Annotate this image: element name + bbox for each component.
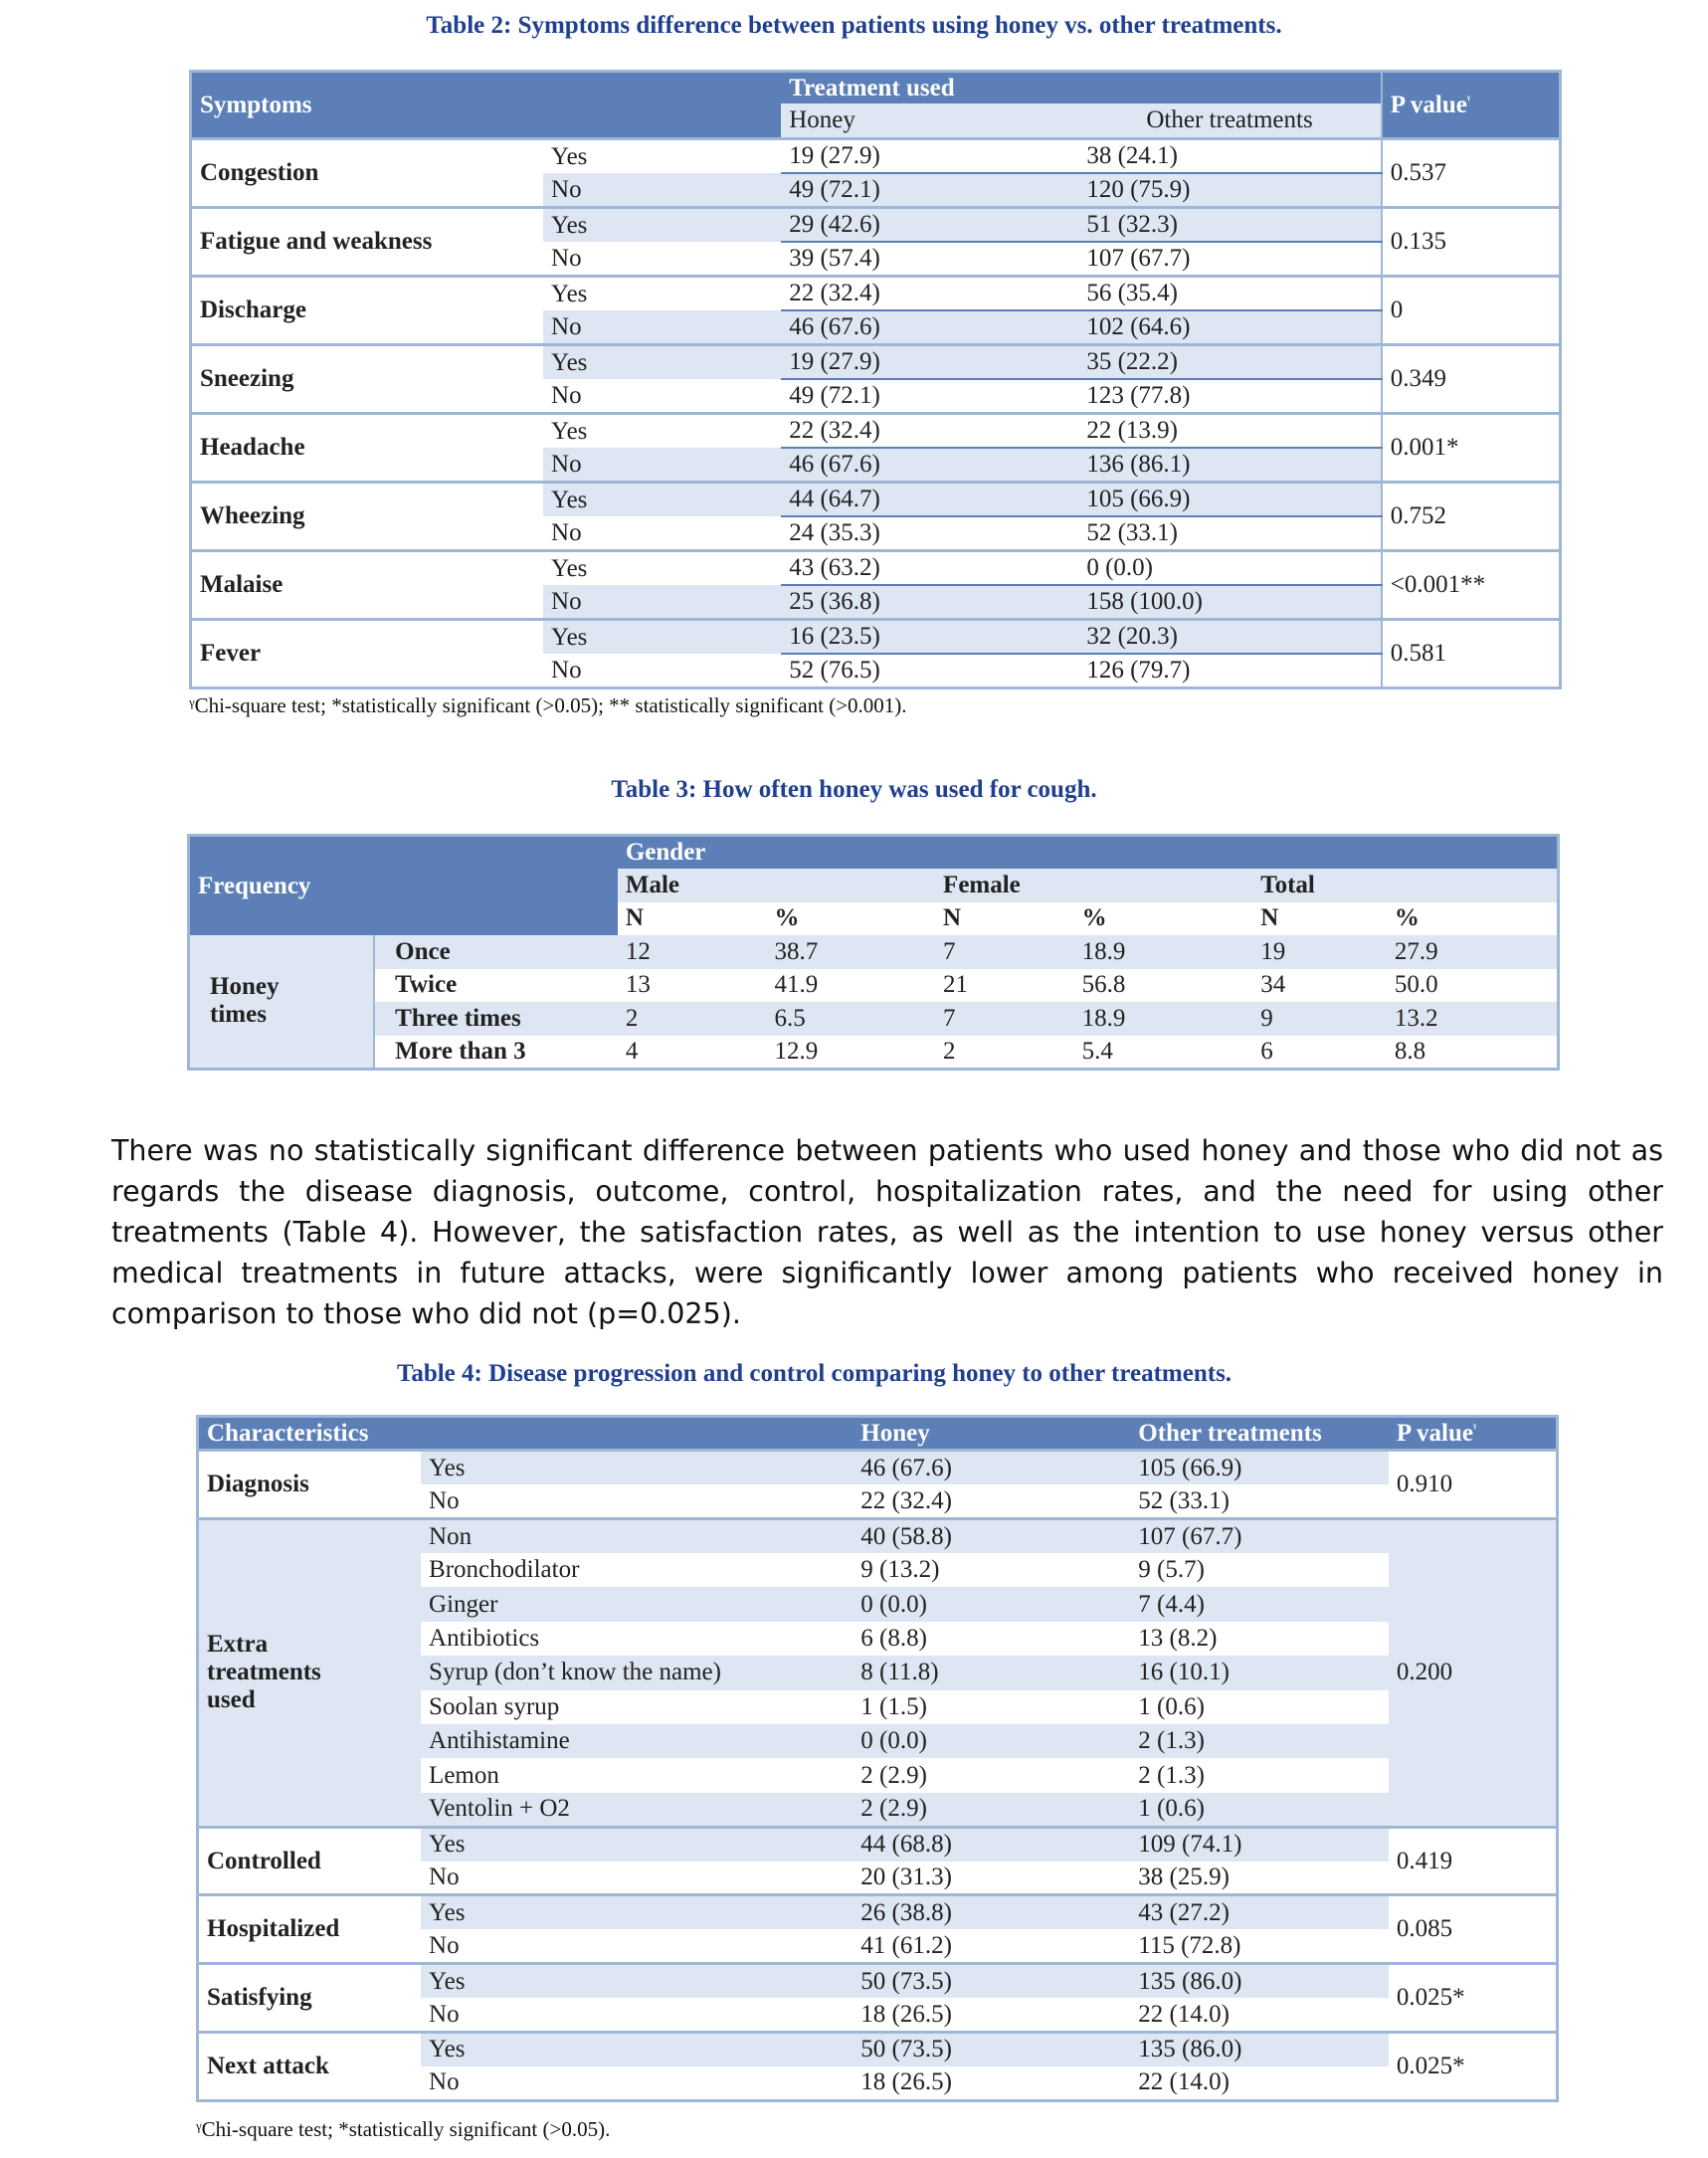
answer-yes: Yes xyxy=(543,208,781,243)
symptom-label: Wheezing xyxy=(191,483,544,551)
answer-label: Lemon xyxy=(421,1758,853,1792)
header-other-treatments: Other treatments xyxy=(1130,1417,1389,1451)
other-no-value: 120 (75.9) xyxy=(1078,173,1381,208)
other-value: 52 (33.1) xyxy=(1130,1484,1389,1518)
cell-total-pct: 8.8 xyxy=(1387,1036,1559,1070)
other-value: 22 (14.0) xyxy=(1130,1998,1389,2032)
table-row xyxy=(191,620,1561,655)
p-value: 0.752 xyxy=(1382,483,1561,551)
honey-value: 8 (11.8) xyxy=(853,1656,1130,1689)
table-row xyxy=(191,551,1561,586)
cell-total-n: 9 xyxy=(1252,1002,1387,1036)
header-female-pct: % xyxy=(1074,902,1253,936)
other-yes-value: 32 (20.3) xyxy=(1078,620,1381,655)
table-row xyxy=(198,1451,1558,1484)
diagnosis-label: Diagnosis xyxy=(198,1451,422,1519)
symptom-label: Discharge xyxy=(191,277,544,345)
honey-value: 1 (1.5) xyxy=(853,1690,1130,1724)
table3-caption: Table 3: How often honey was used for cough. xyxy=(611,776,1097,803)
other-value: 135 (86.0) xyxy=(1130,2033,1389,2066)
extra-line1: Extra xyxy=(207,1631,269,1659)
answer-no: No xyxy=(543,310,781,345)
other-value: 22 (14.0) xyxy=(1130,2066,1389,2100)
other-no-value: 158 (100.0) xyxy=(1078,585,1381,620)
other-no-value: 52 (33.1) xyxy=(1078,516,1381,551)
header-male-n: N xyxy=(618,902,767,936)
answer-yes: Yes xyxy=(543,345,781,380)
answer-label: No xyxy=(421,1484,853,1518)
answer-no: No xyxy=(543,654,781,688)
other-yes-value: 51 (32.3) xyxy=(1078,208,1381,243)
cell-male-pct: 12.9 xyxy=(766,1036,935,1070)
answer-label: No xyxy=(421,1929,853,1963)
table2-caption: Table 2: Symptoms difference between patients using honey vs. other treatments. xyxy=(426,12,1282,39)
answer-label: Yes xyxy=(421,2033,853,2066)
table-row xyxy=(198,1895,1558,1929)
honey-value: 2 (2.9) xyxy=(853,1758,1130,1792)
answer-label: Ginger xyxy=(421,1587,853,1621)
other-yes-value: 22 (13.9) xyxy=(1078,414,1381,449)
cell-male-n: 2 xyxy=(618,1002,767,1036)
table-row xyxy=(189,969,1559,1003)
other-value: 1 (0.6) xyxy=(1130,1793,1389,1827)
honey-yes-value: 16 (23.5) xyxy=(781,620,1078,655)
header-female-n: N xyxy=(935,902,1074,936)
other-no-value: 126 (79.7) xyxy=(1078,654,1381,688)
table-row xyxy=(191,345,1561,380)
header-honey: Honey xyxy=(853,1417,1130,1451)
header-male: Male xyxy=(618,869,935,902)
cell-total-n: 6 xyxy=(1252,1036,1387,1070)
answer-label: Bronchodilator xyxy=(421,1553,853,1587)
answer-label: No xyxy=(421,2066,853,2100)
honey-yes-value: 22 (32.4) xyxy=(781,277,1078,311)
other-value: 109 (74.1) xyxy=(1130,1827,1389,1861)
answer-label: Yes xyxy=(421,1895,853,1929)
answer-no: No xyxy=(543,448,781,483)
answer-label: Non xyxy=(421,1519,853,1553)
honey-value: 18 (26.5) xyxy=(853,2066,1130,2100)
honey-value: 6 (8.8) xyxy=(853,1622,1130,1656)
p-value: 0 xyxy=(1382,277,1561,345)
table2-footnote: ᵞChi-square test; *statistically significant (>0.05); ** statistically significant (>0.001). xyxy=(189,693,907,717)
honey-no-value: 25 (36.8) xyxy=(781,585,1078,620)
table-row xyxy=(198,1964,1558,1998)
answer-label: Ventolin + O2 xyxy=(421,1793,853,1827)
header-other-treatments: Other treatments xyxy=(1078,103,1381,138)
cell-male-pct: 6.5 xyxy=(766,1002,935,1036)
honey-yes-value: 19 (27.9) xyxy=(781,345,1078,380)
cell-total-n: 19 xyxy=(1252,935,1387,969)
header-total-n: N xyxy=(1252,902,1387,936)
answer-yes: Yes xyxy=(543,620,781,655)
cell-total-pct: 13.2 xyxy=(1387,1002,1559,1036)
honey-no-value: 24 (35.3) xyxy=(781,516,1078,551)
answer-yes: Yes xyxy=(543,551,781,586)
cell-total-pct: 27.9 xyxy=(1387,935,1559,969)
honey-value: 50 (73.5) xyxy=(853,2033,1130,2066)
answer-label: Yes xyxy=(421,1451,853,1484)
honey-value: 22 (32.4) xyxy=(853,1484,1130,1518)
other-value: 135 (86.0) xyxy=(1130,1964,1389,1998)
honey-value: 20 (31.3) xyxy=(853,1862,1130,1895)
answer-no: No xyxy=(543,379,781,414)
honey-no-value: 49 (72.1) xyxy=(781,173,1078,208)
cell-female-pct: 18.9 xyxy=(1074,935,1253,969)
answer-label: No xyxy=(421,1862,853,1895)
other-no-value: 136 (86.1) xyxy=(1078,448,1381,483)
honey-yes-value: 19 (27.9) xyxy=(781,139,1078,174)
table4-caption: Table 4: Disease progression and control comparing honey to other treatments. xyxy=(396,1360,1233,1387)
extra-line3: used xyxy=(207,1686,256,1714)
header-p-value: P value$^ᵞ$ xyxy=(1389,1417,1558,1451)
other-value: 38 (25.9) xyxy=(1130,1862,1389,1895)
honey-times-line2: times xyxy=(210,1001,267,1029)
table-row xyxy=(198,1519,1558,1553)
honey-value: 0 (0.0) xyxy=(853,1587,1130,1621)
group-label: Satisfying xyxy=(198,1964,422,2033)
answer-no: No xyxy=(543,242,781,277)
cell-female-n: 7 xyxy=(935,935,1074,969)
p-value: 0.025* xyxy=(1389,2033,1558,2101)
cell-female-n: 7 xyxy=(935,1002,1074,1036)
header-treatment-used: Treatment used xyxy=(781,72,1382,104)
cell-male-n: 13 xyxy=(618,969,767,1003)
p-value: 0.200 xyxy=(1389,1519,1558,1828)
cell-male-pct: 41.9 xyxy=(766,969,935,1003)
other-value: 13 (8.2) xyxy=(1130,1622,1389,1656)
honey-times-line1: Honey xyxy=(210,973,280,1001)
honey-no-value: 49 (72.1) xyxy=(781,379,1078,414)
extra-treatments-label xyxy=(198,1519,422,1828)
honey-value: 26 (38.8) xyxy=(853,1895,1130,1929)
other-no-value: 123 (77.8) xyxy=(1078,379,1381,414)
honey-no-value: 39 (57.4) xyxy=(781,242,1078,277)
cell-male-n: 4 xyxy=(618,1036,767,1070)
cell-female-n: 2 xyxy=(935,1036,1074,1070)
symptom-label: Fever xyxy=(191,620,544,688)
table-row xyxy=(191,208,1561,243)
frequency-label: More than 3 xyxy=(374,1036,618,1070)
p-value: 0.001* xyxy=(1382,414,1561,483)
honey-no-value: 46 (67.6) xyxy=(781,448,1078,483)
table-row xyxy=(198,2033,1558,2066)
other-value: 2 (1.3) xyxy=(1130,1724,1389,1758)
cell-female-pct: 5.4 xyxy=(1074,1036,1253,1070)
header-total: Total xyxy=(1252,869,1558,902)
other-value: 16 (10.1) xyxy=(1130,1656,1389,1689)
table-row xyxy=(189,1002,1559,1036)
other-no-value: 107 (67.7) xyxy=(1078,242,1381,277)
other-yes-value: 105 (66.9) xyxy=(1078,483,1381,517)
other-no-value: 102 (64.6) xyxy=(1078,310,1381,345)
cell-male-pct: 38.7 xyxy=(766,935,935,969)
p-value: 0.135 xyxy=(1382,208,1561,277)
symptom-label: Fatigue and weakness xyxy=(191,208,544,277)
honey-yes-value: 22 (32.4) xyxy=(781,414,1078,449)
p-value: 0.025* xyxy=(1389,1964,1558,2033)
honey-no-value: 52 (76.5) xyxy=(781,654,1078,688)
other-value: 1 (0.6) xyxy=(1130,1690,1389,1724)
cell-female-n: 21 xyxy=(935,969,1074,1003)
honey-value: 0 (0.0) xyxy=(853,1724,1130,1758)
answer-label: Syrup (don’t know the name) xyxy=(421,1656,853,1689)
other-yes-value: 0 (0.0) xyxy=(1078,551,1381,586)
answer-label: Antibiotics xyxy=(421,1622,853,1656)
table-row xyxy=(191,277,1561,311)
header-symptoms: Symptoms xyxy=(191,72,782,139)
honey-value: 44 (68.8) xyxy=(853,1827,1130,1861)
other-yes-value: 35 (22.2) xyxy=(1078,345,1381,380)
other-value: 105 (66.9) xyxy=(1130,1451,1389,1484)
answer-label: No xyxy=(421,1998,853,2032)
other-value: 9 (5.7) xyxy=(1130,1553,1389,1587)
header-frequency: Frequency xyxy=(189,836,618,936)
header-characteristics: Characteristics xyxy=(198,1417,854,1451)
p-value: 0.537 xyxy=(1382,139,1561,208)
answer-yes: Yes xyxy=(543,483,781,517)
honey-yes-value: 29 (42.6) xyxy=(781,208,1078,243)
honey-yes-value: 43 (63.2) xyxy=(781,551,1078,586)
group-label: Next attack xyxy=(198,2033,422,2101)
other-value: 43 (27.2) xyxy=(1130,1895,1389,1929)
p-value: 0.419 xyxy=(1389,1827,1558,1895)
cell-total-n: 34 xyxy=(1252,969,1387,1003)
symptom-label: Congestion xyxy=(191,139,544,208)
honey-value: 18 (26.5) xyxy=(853,1998,1130,2032)
body-paragraph: There was no statistically significant difference between patients who used honey and those who did not as regards the disease diagnosis, outcome, control, hospitalization rates, and the need for using other treatments (Table 4). However, the satisfaction rates, as well as the intention to use honey versus other medical treatments in future attacks, were significantly lower among patients who received honey in comparison to those who did not (p=0.025). xyxy=(111,1134,1663,1330)
honey-yes-value: 44 (64.7) xyxy=(781,483,1078,517)
answer-yes: Yes xyxy=(543,139,781,174)
header-p-value: P value$^ᵞ$ xyxy=(1382,72,1561,139)
other-value: 7 (4.4) xyxy=(1130,1587,1389,1621)
table-row xyxy=(189,1036,1559,1070)
table3-frequency xyxy=(187,834,1560,1071)
answer-yes: Yes xyxy=(543,414,781,449)
table-row xyxy=(191,414,1561,449)
table-row xyxy=(189,935,1559,969)
group-label: Controlled xyxy=(198,1827,422,1895)
header-female: Female xyxy=(935,869,1252,902)
answer-label: Yes xyxy=(421,1964,853,1998)
table4-disease-progression xyxy=(196,1415,1559,2102)
p-value: 0.349 xyxy=(1382,345,1561,414)
other-value: 115 (72.8) xyxy=(1130,1929,1389,1963)
p-value: <0.001** xyxy=(1382,551,1561,620)
table-row xyxy=(198,1827,1558,1861)
honey-value: 2 (2.9) xyxy=(853,1793,1130,1827)
header-gender: Gender xyxy=(618,836,1559,870)
answer-label: Antihistamine xyxy=(421,1724,853,1758)
answer-yes: Yes xyxy=(543,277,781,311)
other-value: 2 (1.3) xyxy=(1130,1758,1389,1792)
table-row xyxy=(191,483,1561,517)
symptom-label: Headache xyxy=(191,414,544,483)
other-yes-value: 56 (35.4) xyxy=(1078,277,1381,311)
honey-no-value: 46 (67.6) xyxy=(781,310,1078,345)
honey-value: 40 (58.8) xyxy=(853,1519,1130,1553)
extra-line2: treatments xyxy=(207,1659,321,1686)
honey-times-label xyxy=(189,935,375,1069)
group-label: Hospitalized xyxy=(198,1895,422,1964)
answer-no: No xyxy=(543,173,781,208)
symptom-label: Sneezing xyxy=(191,345,544,414)
cell-female-pct: 56.8 xyxy=(1074,969,1253,1003)
honey-value: 9 (13.2) xyxy=(853,1553,1130,1587)
p-value: 0.581 xyxy=(1382,620,1561,688)
p-value: 0.910 xyxy=(1389,1451,1558,1519)
frequency-label: Twice xyxy=(374,969,618,1003)
other-value: 107 (67.7) xyxy=(1130,1519,1389,1553)
answer-label: Soolan syrup xyxy=(421,1690,853,1724)
other-yes-value: 38 (24.1) xyxy=(1078,139,1381,174)
frequency-label: Three times xyxy=(374,1002,618,1036)
table-row xyxy=(191,139,1561,174)
header-total-pct: % xyxy=(1387,902,1559,936)
table4-footnote: ᵞChi-square test; *statistically significant (>0.05). xyxy=(196,2117,611,2141)
cell-female-pct: 18.9 xyxy=(1074,1002,1253,1036)
answer-no: No xyxy=(543,585,781,620)
cell-total-pct: 50.0 xyxy=(1387,969,1559,1003)
p-value: 0.085 xyxy=(1389,1895,1558,1964)
symptom-label: Malaise xyxy=(191,551,544,620)
honey-value: 50 (73.5) xyxy=(853,1964,1130,1998)
answer-no: No xyxy=(543,516,781,551)
answer-label: Yes xyxy=(421,1827,853,1861)
honey-value: 46 (67.6) xyxy=(853,1451,1130,1484)
table2-symptoms xyxy=(189,70,1562,689)
frequency-label: Once xyxy=(374,935,618,969)
header-honey: Honey xyxy=(781,103,1078,138)
honey-value: 41 (61.2) xyxy=(853,1929,1130,1963)
header-male-pct: % xyxy=(766,902,935,936)
cell-male-n: 12 xyxy=(618,935,767,969)
